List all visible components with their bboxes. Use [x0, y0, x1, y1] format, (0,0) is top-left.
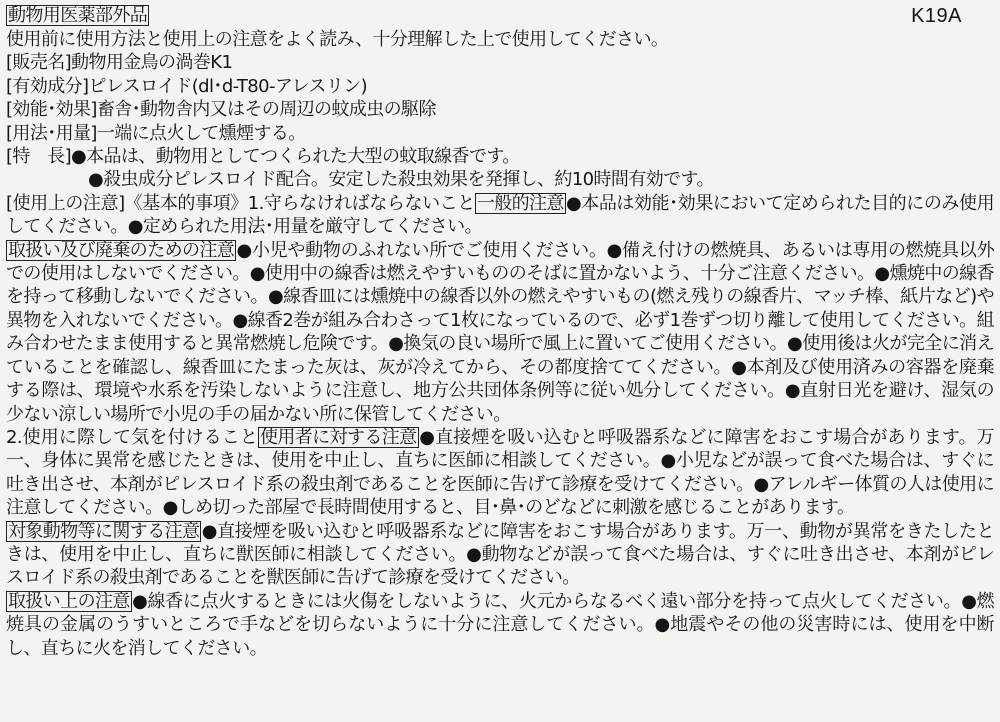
product-code: K19A — [911, 5, 962, 27]
section2-lead: 2.使用に際して気を付けること — [6, 426, 258, 448]
general-box: 一般的注意 — [476, 192, 564, 214]
intro-text: 使用前に使用方法と使用上の注意をよく読み、十分理解した上で使用してください。 — [6, 29, 669, 50]
feature-text-2: ●殺虫成分ピレスロイド配合。安定した殺虫効果を発揮し、約10時間有効です。 — [88, 169, 714, 191]
handling2-precautions — [6, 590, 994, 660]
handling-precautions — [6, 239, 994, 426]
animal-text: ●直接煙を吸い込むと呼吸器系などに障害をおこす場合があります。万一、動物が異常をきたしたときは、使用を中止し、直ちに獣医師に相談してください。●動物などが誤って食べた場合は、すぐに吐き出させ、本剤がピレスロイド系の殺虫剤であることを獣医師に告げて診療を受けてください。 — [6, 520, 994, 589]
field-efficacy: [効能･効果]畜舎･動物舎内又はその周辺の蚊成虫の駆除 — [6, 99, 436, 121]
field-usage: [用法･用量]一端に点火して燻煙する。 — [6, 122, 306, 144]
handling-box: 取扱い及び廃棄のための注意 — [8, 239, 235, 261]
field-feature — [6, 145, 994, 168]
user-box: 使用者に対する注意 — [259, 426, 417, 448]
general-text: ●本品は効能･効果において定められた目的にのみ使用してください。●定められた用法･用量を厳守してください。 — [6, 192, 994, 238]
label-header — [6, 4, 994, 28]
animal-box: 対象動物等に関する注意 — [8, 520, 200, 542]
animal-precautions — [6, 520, 994, 590]
feature-label: [特 長] — [6, 146, 72, 168]
user-text: ●直接煙を吸い込むと呼吸器系などに障害をおこす場合があります。万一、身体に異常を感じたときは、使用を中止し、直ちに医師に相談してください。●小児などが誤って食べた場合は、すぐに吐き出させ、本剤がピレスロイド系の殺虫剤であることを医師に告げて診療を受けてください。●アレルギー体質の人は使用に注意してください。●しめ切った部屋で長時間使用すると、目･鼻･のどなどに刺激を感じることがあります。 — [6, 426, 994, 519]
user-precautions — [6, 426, 994, 520]
handling2-text: ●線香に点火するときには火傷をしないように、火元からなるべく遠い部分を持って点火してください。●燃焼具の金属のうすいところで手などを切らないように十分に注意してください。●地震やその他の災害時には、使用を中断し、直ちに火を消してください。 — [6, 590, 994, 659]
field-ingredient: [有効成分]ピレスロイド(dl･d-T80-アレスリン) — [6, 75, 368, 97]
general-precautions — [6, 192, 994, 239]
handling2-box: 取扱い上の注意 — [8, 590, 130, 612]
category-box: 動物用医薬部外品 — [8, 5, 148, 26]
feature-text-1: ●本品は、動物用としてつくられた大型の蚊取線香です。 — [71, 146, 520, 168]
field-name: [販売名]動物用金鳥の渦巻K1 — [6, 52, 233, 74]
precautions-lead: [使用上の注意]《基本的事項》1.守らなければならないこと — [6, 192, 475, 214]
handling-text: ●小児や動物のふれない所でご使用ください。●備え付けの燃焼具、あるいは専用の燃焼具以外での使用はしないでください。●使用中の線香は燃えやすいもののそばに置かないよう、十分ご注意ください。●燻焼中の線香を持って移動しないでください。●線香皿には燻焼中の線香以外の燃えやすいもの(燃え残りの線香片、マッチ棒、紙片など)や異物を入れないでください。●線香2巻が組み合わさって1枚になっているので、必ず1巻ずつ切り離して使用してください。組み合わせたまま使用すると異常燃焼し危険です。●換気の良い場所で風上に置いてご使用ください。●使用後は火が完全に消えていることを確認し、線香皿にたまった灰は、灰が冷えてから、その都度捨ててください。●本剤及び使用済みの容器を廃棄する際は、環境や水系を汚染しないように注意し、地方公共団体条例等に従い処分してください。●直射日光を避け、湿気の少ない涼しい場所で小児の手の届かない所に保管してください。 — [6, 239, 994, 425]
